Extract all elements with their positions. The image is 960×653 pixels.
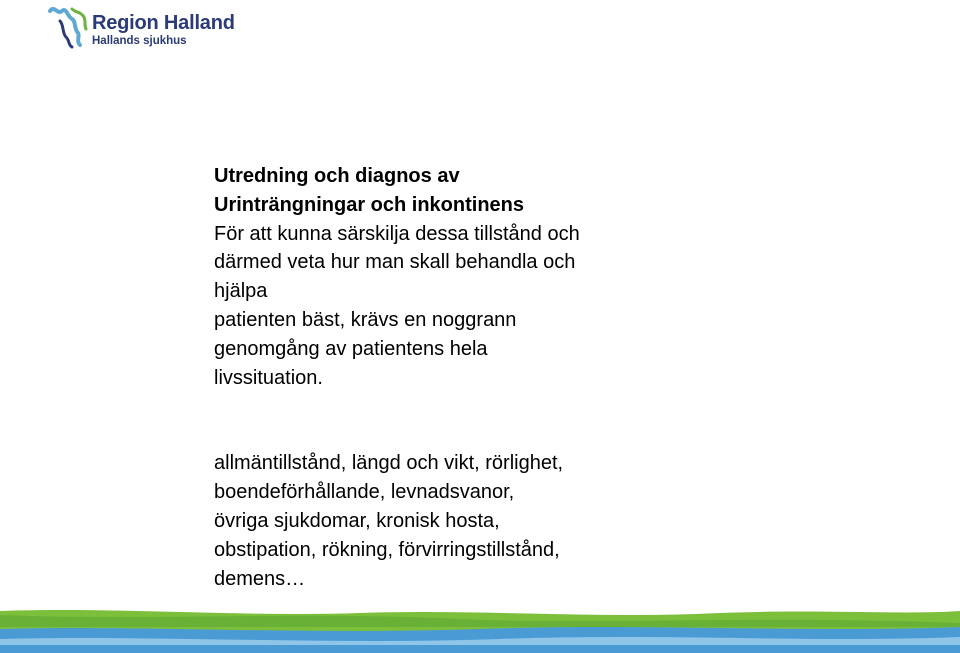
org-name: Region Halland bbox=[92, 12, 235, 34]
text-line: livssituation. bbox=[214, 366, 323, 389]
region-halland-mark-icon bbox=[46, 3, 92, 49]
text-line: obstipation, rökning, förvirringstillstånd, bbox=[214, 538, 560, 561]
region-halland-logo bbox=[46, 3, 246, 49]
slide-content bbox=[214, 162, 914, 593]
footer-landscape-stripe bbox=[0, 605, 960, 653]
text-line: demens… bbox=[214, 567, 306, 590]
text-line: hjälpa bbox=[214, 280, 268, 303]
paragraph-1 bbox=[214, 220, 914, 393]
paragraph-2 bbox=[214, 449, 914, 593]
text-line: allmäntillstånd, längd och vikt, rörlighet, bbox=[214, 452, 564, 475]
text-line: genomgång av patientens hela bbox=[214, 337, 488, 360]
title-line: Utredning och diagnos av bbox=[214, 165, 460, 187]
text-line: därmed veta hur man skall behandla och bbox=[214, 251, 576, 274]
unit-name: Hallands sjukhus bbox=[92, 35, 187, 47]
text-line: För att kunna särskilja dessa tillstånd och bbox=[214, 222, 580, 245]
text-line: boendeförhållande, levnadsvanor, bbox=[214, 481, 515, 504]
slide-title bbox=[214, 162, 914, 220]
title-line: Urinträngningar och inkontinens bbox=[214, 193, 525, 216]
text-line: patienten bäst, krävs en noggrann bbox=[214, 308, 517, 331]
text-line: övriga sjukdomar, kronisk hosta, bbox=[214, 509, 500, 532]
